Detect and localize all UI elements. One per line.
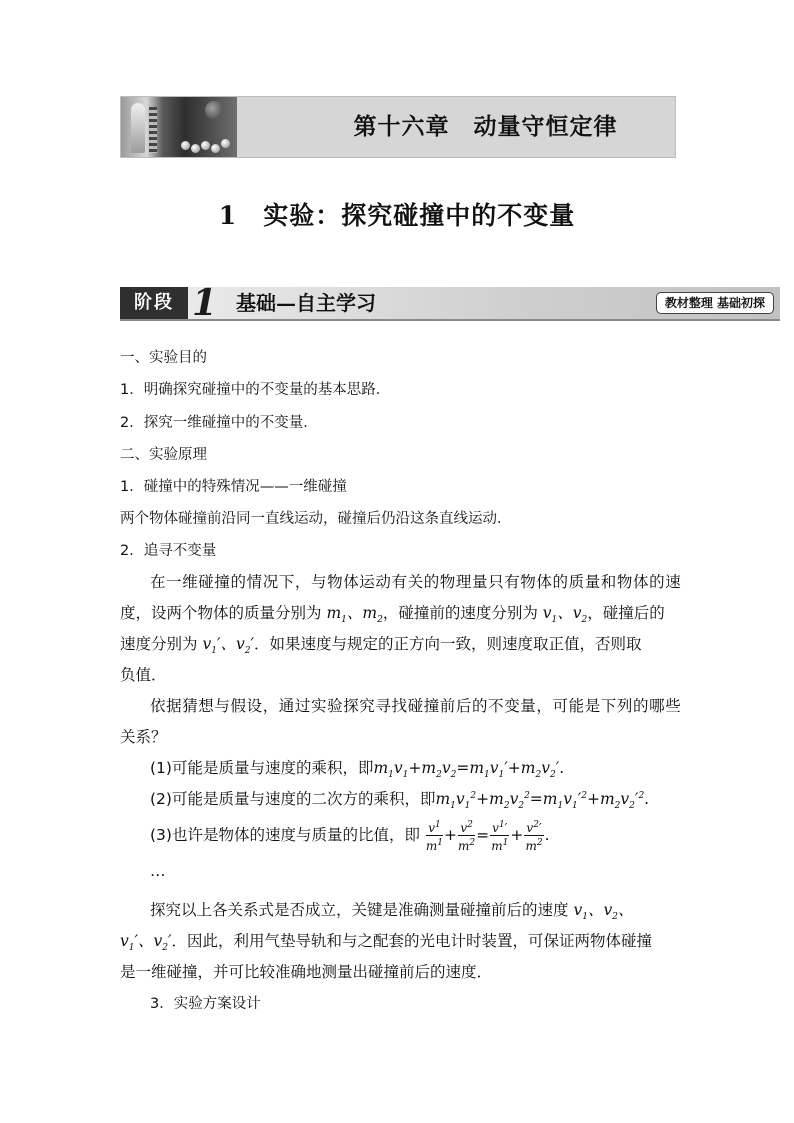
billiard-ball	[201, 141, 210, 150]
stage-name: 基础—自主学习	[236, 291, 376, 315]
relation-1-text: (1)可能是质量与速度的乘积，即	[150, 759, 374, 777]
principle-item-1-text: 两个物体碰撞前沿同一直线运动，碰撞后仍沿这条直线运动．	[120, 511, 512, 527]
purpose-item-2: 2．探究一维碰撞中的不变量．	[120, 415, 318, 431]
text-run: 速度分别为	[120, 635, 198, 653]
fraction: $\frac{v^1}{m^1}$	[425, 820, 444, 853]
billiard-ball	[191, 144, 200, 153]
relation-3: (3)也许是物体的速度与质量的比值，即 $\frac{v^1}{m^1}$ + $\frac{v^2}{m^2}$ = $\frac{v^1'}{m^1}$ + $\frac{v^2'}{m^2}$ .	[150, 820, 550, 853]
text-run: ．如果速度与规定的正方向一致，则速度取正值，否则取	[254, 635, 642, 653]
billiard-ball	[211, 144, 220, 153]
heading-experiment-principle: 二、实验原理	[120, 447, 207, 463]
fraction: $\frac{v^2}{m^2}$	[458, 820, 476, 853]
formula-m1-m2: $m_1$、$m_2$	[326, 604, 383, 626]
formula-v1-v2: $v_1$、$v_2$、	[568, 901, 634, 923]
text-run: ，碰撞前的速度分别为	[382, 604, 538, 622]
heading-experiment-purpose: 一、实验目的	[120, 350, 207, 366]
chapter-banner-photo	[121, 97, 237, 157]
text-run: ．因此，利用气垫导轨和与之配套的光电计时装置，可保证两物体碰撞	[171, 932, 653, 950]
relation-2-formula: $m_1v_1^2+m_2v_2^2=m_1v_1'^2+m_2v_2'^2$.	[435, 790, 650, 812]
relation-2	[120, 787, 649, 811]
relation-1-formula: $m_1v_1+m_2v_2=m_1v_1'+m_2v_2'$.	[373, 759, 565, 781]
paragraph-line: 依据猜想与假设，通过实验探究寻找碰撞前后的不变量，可能是下列的哪些	[150, 697, 682, 715]
rocket-illustration	[131, 103, 145, 153]
stage-label: 阶段	[120, 287, 188, 319]
billiard-ball	[221, 139, 230, 148]
text-run: 度，设两个物体的质量分别为	[120, 604, 322, 622]
formula-v1-v2: $v_1$、$v_2$	[542, 604, 588, 626]
ellipsis: …	[150, 862, 166, 880]
fraction: $\frac{v^2'}{m^2}$	[525, 820, 543, 853]
stage-number: 1	[192, 282, 218, 324]
launch-tower-illustration	[149, 107, 157, 153]
text-run: ，碰撞后的	[587, 604, 665, 622]
relation-1	[120, 756, 564, 780]
stage-tag: 教材整理 基础初探	[656, 292, 774, 314]
paragraph-line: 在一维碰撞的情况下，与物体运动有关的物理量只有物体的质量和物体的速	[150, 573, 682, 591]
purpose-item-1: 1．明确探究碰撞中的不变量的基本思路．	[120, 382, 391, 398]
paragraph-line: 负值．	[120, 666, 167, 684]
formula-v1p-v2p: $v_1'$、$v_2'$	[120, 932, 172, 954]
paragraph-line: 是一维碰撞，并可比较准确地测量出碰撞前后的速度．	[120, 963, 493, 981]
principle-item-1-title: 1．碰撞中的特殊情况——一维碰撞	[120, 479, 347, 495]
relation-2-text: (2)可能是质量与速度的二次方的乘积，即	[150, 790, 436, 808]
billiards-player-illustration	[205, 101, 223, 119]
paragraph-line	[120, 929, 652, 953]
paragraph-line	[120, 601, 665, 625]
formula-v1p-v2p: $v_1'$、$v_2'$	[202, 635, 254, 657]
section-title: 1 实验：探究碰撞中的不变量	[218, 201, 576, 230]
stage-bar	[120, 282, 780, 324]
chapter-title: 第十六章 动量守恒定律	[353, 113, 618, 140]
fraction: $\frac{v^1'}{m^1}$	[491, 820, 509, 853]
text-run: 探究以上各关系式是否成立，关键是准确测量碰撞前后的速度	[150, 901, 569, 919]
billiard-ball	[181, 141, 190, 150]
principle-item-2-title: 2．追寻不变量	[120, 543, 217, 559]
paragraph-line: 关系？	[120, 728, 167, 746]
chapter-banner	[120, 96, 676, 158]
principle-item-3-title: 3．实验方案设计	[150, 996, 261, 1012]
paragraph-line	[120, 898, 633, 922]
relation-3-text: (3)也许是物体的速度与质量的比值，即	[150, 826, 420, 844]
paragraph-line	[120, 632, 642, 656]
